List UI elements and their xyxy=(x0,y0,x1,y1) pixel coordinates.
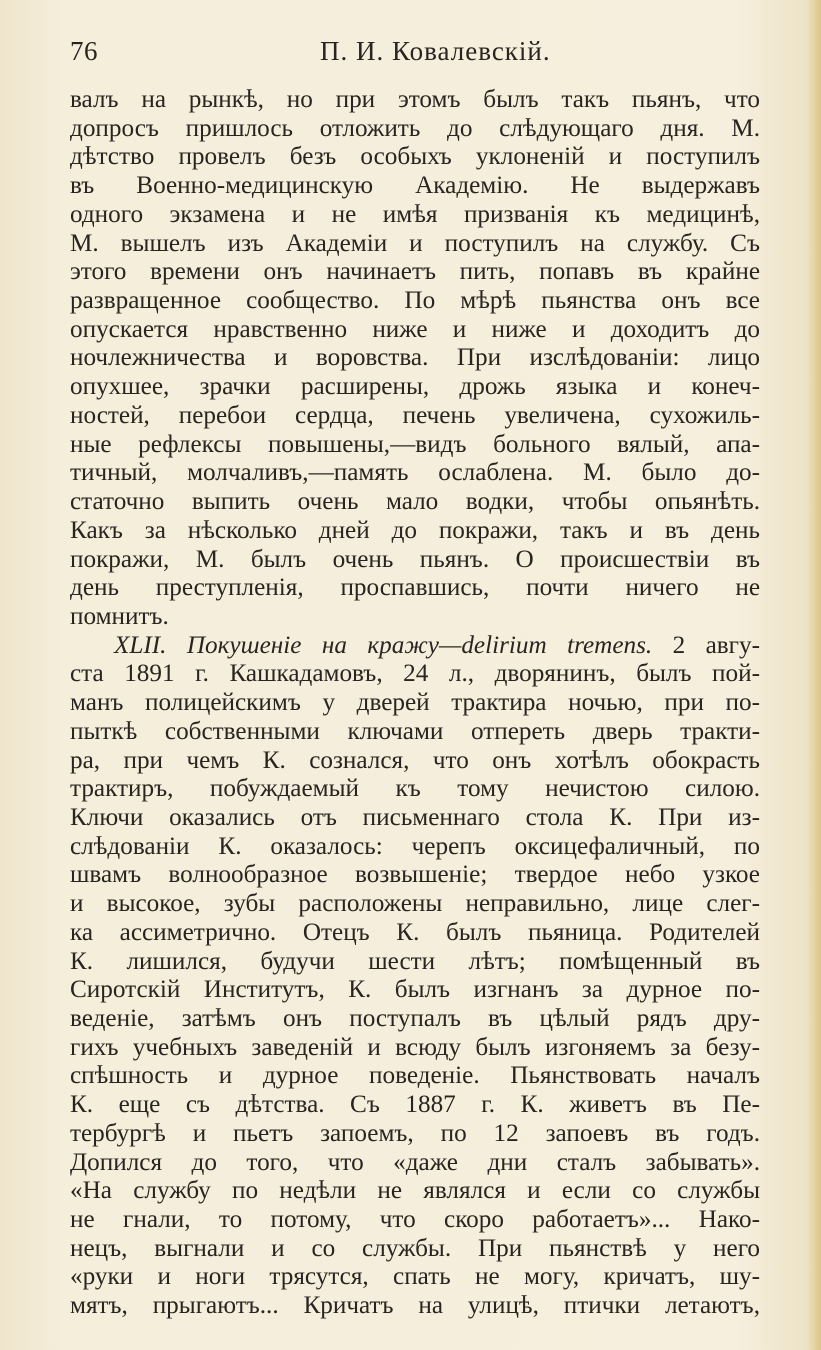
text-line: ста 1891 г. Кашкадамовъ, 24 л., дворянинъ, былъ пой- xyxy=(70,660,760,688)
text-line: тичный, молчаливъ,—память ослаблена. М. было до- xyxy=(70,459,760,487)
text-line: Допился до того, что «даже дни сталъ забывать». xyxy=(70,1148,760,1176)
paragraph-2 xyxy=(70,632,760,1321)
text-line: этого времени онъ начинаетъ пить, попавъ въ крайне xyxy=(70,258,760,286)
text-line: «На службу по недѣли не являлся и если со службы xyxy=(70,1177,760,1205)
text-line: покражи, М. былъ очень пьянъ. О происшествіи въ xyxy=(70,545,760,573)
text-line: одного экзамена и не имѣя призванія къ медицинѣ, xyxy=(70,200,760,228)
body-text xyxy=(70,86,760,1321)
text-line: дѣтство провелъ безъ особыхъ уклоненій и поступилъ xyxy=(70,143,760,171)
text-line: день преступленія, проспавшись, почти ничего не xyxy=(70,574,760,602)
text-line: валъ на рынкѣ, но при этомъ былъ такъ пьянъ, что xyxy=(70,86,760,113)
page-header xyxy=(70,36,760,76)
text-line: статочно выпить очень мало водки, чтобы опьянѣть. xyxy=(70,488,760,516)
text-line: пыткѣ собственными ключами отпереть дверь тракти- xyxy=(70,717,760,745)
case-heading-continuation: 2 авгу- xyxy=(652,631,760,659)
text-line: опухшее, зрачки расширены, дрожь языка и конеч- xyxy=(70,373,760,401)
case-heading-line xyxy=(70,632,760,661)
page-edge xyxy=(807,0,821,1350)
text-line: въ Военно-медицинскую Академію. Не выдержавъ xyxy=(70,172,760,200)
text-line: не гнали, то потому, что скоро работаетъ»... Нако- xyxy=(70,1206,760,1234)
paragraph-1 xyxy=(70,86,760,632)
text-line: манъ полицейскимъ у дверей трактира ночью, при по- xyxy=(70,689,760,717)
text-line: нецъ, выгнали и со службы. При пьянствѣ у него xyxy=(70,1234,760,1262)
text-line: ка ассиметрично. Отецъ К. былъ пьяница. Родителей xyxy=(70,918,760,946)
text-line: К. еще съ дѣтства. Съ 1887 г. К. живетъ въ Пе- xyxy=(70,1091,760,1119)
running-title: П. И. Ковалевскій. xyxy=(320,36,551,66)
text-line: Сиротскій Институтъ, К. былъ изгнанъ за дурное по- xyxy=(70,976,760,1004)
text-line: швамъ волнообразное возвышеніе; твердое небо узкое xyxy=(70,861,760,889)
page-number: 76 xyxy=(70,36,98,66)
text-line: спѣшность и дурное поведеніе. Пьянствовать началъ xyxy=(70,1062,760,1090)
text-line: М. вышелъ изъ Академіи и поступилъ на службу. Съ xyxy=(70,229,760,257)
text-line: развращенное сообщество. По мѣрѣ пьянства онъ все xyxy=(70,287,760,315)
text-line: «руки и ноги трясутся, спать не могу, кричатъ, шу- xyxy=(70,1263,760,1291)
text-line: веденіе, затѣмъ онъ поступалъ въ цѣлый рядъ дру- xyxy=(70,1005,760,1032)
text-line: Какъ за нѣсколько дней до покражи, такъ и въ день xyxy=(70,516,760,544)
text-line: тербургѣ и пьетъ запоемъ, по 12 запоевъ въ годъ. xyxy=(70,1119,760,1147)
text-line: ностей, перебои сердца, печень увеличена, сухожиль- xyxy=(70,401,760,429)
text-line: К. лишился, будучи шести лѣтъ; помѣщенный въ xyxy=(70,947,760,975)
text-line: Ключи оказались отъ письменнаго стола К. При из- xyxy=(70,803,760,831)
text-line: слѣдованіи К. оказалось: черепъ оксицефаличный, по xyxy=(70,832,760,860)
text-line: и высокое, зубы расположены неправильно, лице слег- xyxy=(70,890,760,918)
text-line: трактиръ, побуждаемый къ тому нечистою силою. xyxy=(70,775,760,803)
case-heading: XLII. Покушеніе на кражу—delirium tremens. xyxy=(114,631,653,659)
text-line: допросъ пришлось отложить до слѣдующаго дня. М. xyxy=(70,114,760,142)
text-line: помнитъ. xyxy=(70,602,169,630)
text-line: ные рефлексы повышены,—видъ больного вялый, апа- xyxy=(70,430,760,458)
text-line: мятъ, прыгаютъ... Кричатъ на улицѣ, птички летаютъ, xyxy=(70,1292,760,1320)
text-line: гихъ учебныхъ заведеній и всюду былъ изгоняемъ за безу- xyxy=(70,1033,760,1061)
text-line: ночлежничества и воровства. При изслѣдованіи: лицо xyxy=(70,344,760,372)
text-line: ра, при чемъ К. сознался, что онъ хотѣлъ обокрасть xyxy=(70,746,760,774)
text-line: опускается нравственно ниже и ниже и доходитъ до xyxy=(70,315,760,343)
